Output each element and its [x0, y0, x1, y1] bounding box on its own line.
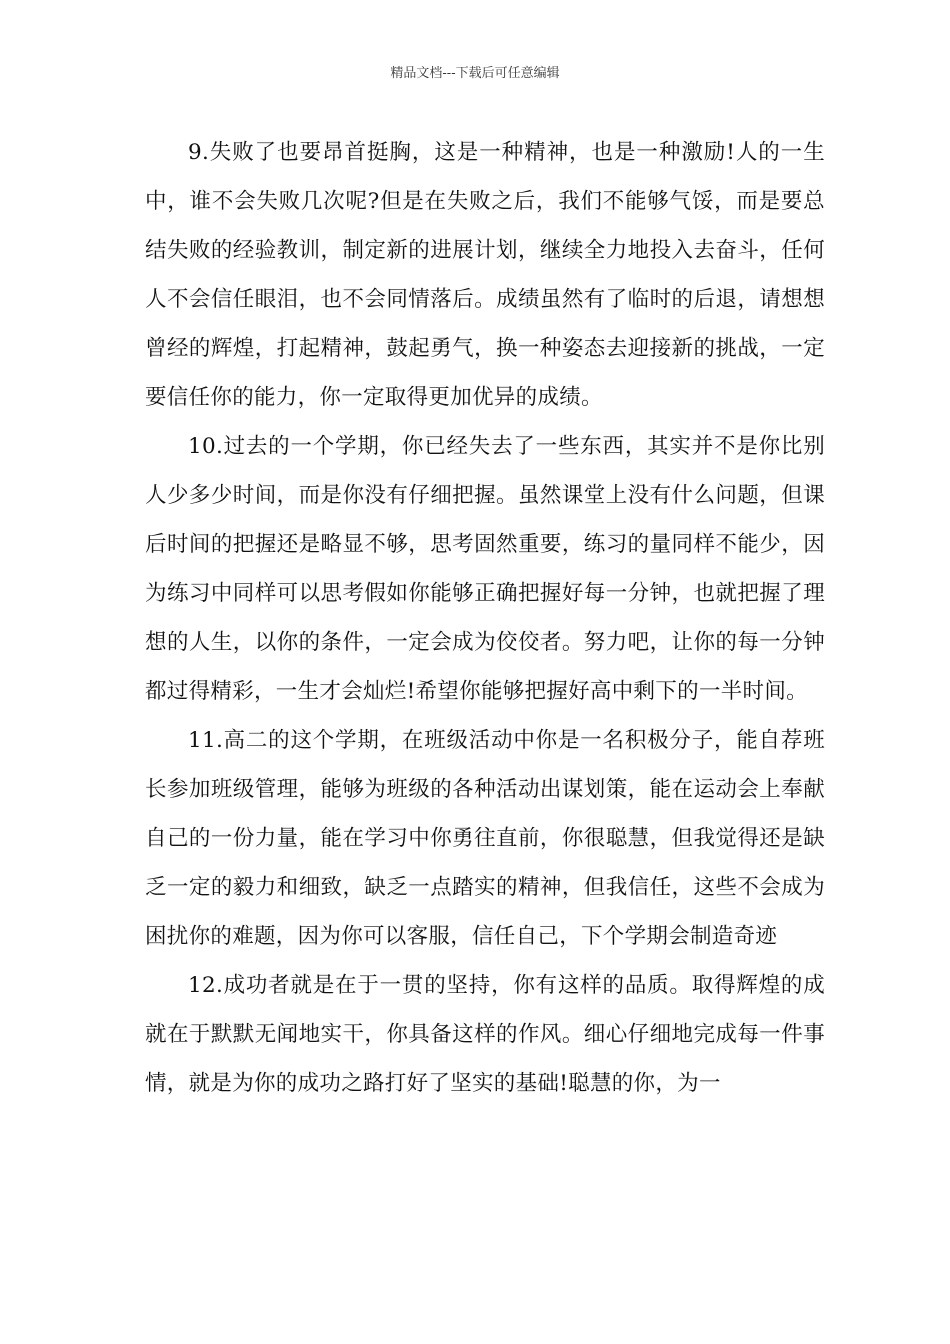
- paragraph-11: 11.高二的这个学期，在班级活动中你是一名积极分子，能自荐班长参加班级管理，能够为班级的各种活动出谋划策，能在运动会上奉献自己的一份力量，能在学习中你勇往直前，你很聪慧，但我觉得还是缺乏一定的毅力和细致，缺乏一点踏实的精神，但我信任，这些不会成为困扰你的难题，因为你可以客服，信任自己，下个学期会制造奇迹: [145, 728, 825, 949]
- paragraph-12: 12.成功者就是在于一贯的坚持，你有这样的品质。取得辉煌的成就在于默默无闻地实干，你具备这样的作风。细心仔细地完成每一件事情，就是为你的成功之路打好了坚实的基础!聪慧的你，为一: [145, 973, 825, 1096]
- page-header: 精品文档---下载后可任意编辑: [390, 66, 560, 81]
- document-body: [145, 128, 825, 1108]
- paragraph-9: 9.失败了也要昂首挺胸，这是一种精神，也是一种激励!人的一生中，谁不会失败几次呢?但是在失败之后，我们不能够气馁，而是要总结失败的经验教训，制定新的进展计划，继续全力地投入去奋斗，任何人不会信任眼泪，也不会同情落后。成绩虽然有了临时的后退，请想想曾经的辉煌，打起精神，鼓起勇气，换一种姿态去迎接新的挑战，一定要信任你的能力，你一定取得更加优异的成绩。: [145, 140, 825, 410]
- paragraph-10: 10.过去的一个学期，你已经失去了一些东西，其实并不是你比别人少多少时间，而是你没有仔细把握。虽然课堂上没有什么问题，但课后时间的把握还是略显不够，思考固然重要，练习的量同样不能少，因为练习中同样可以思考假如你能够正确把握好每一分钟，也就把握了理想的人生，以你的条件，一定会成为佼佼者。努力吧，让你的每一分钟都过得精彩，一生才会灿烂!希望你能够把握好高中剩下的一半时间。: [145, 434, 825, 704]
